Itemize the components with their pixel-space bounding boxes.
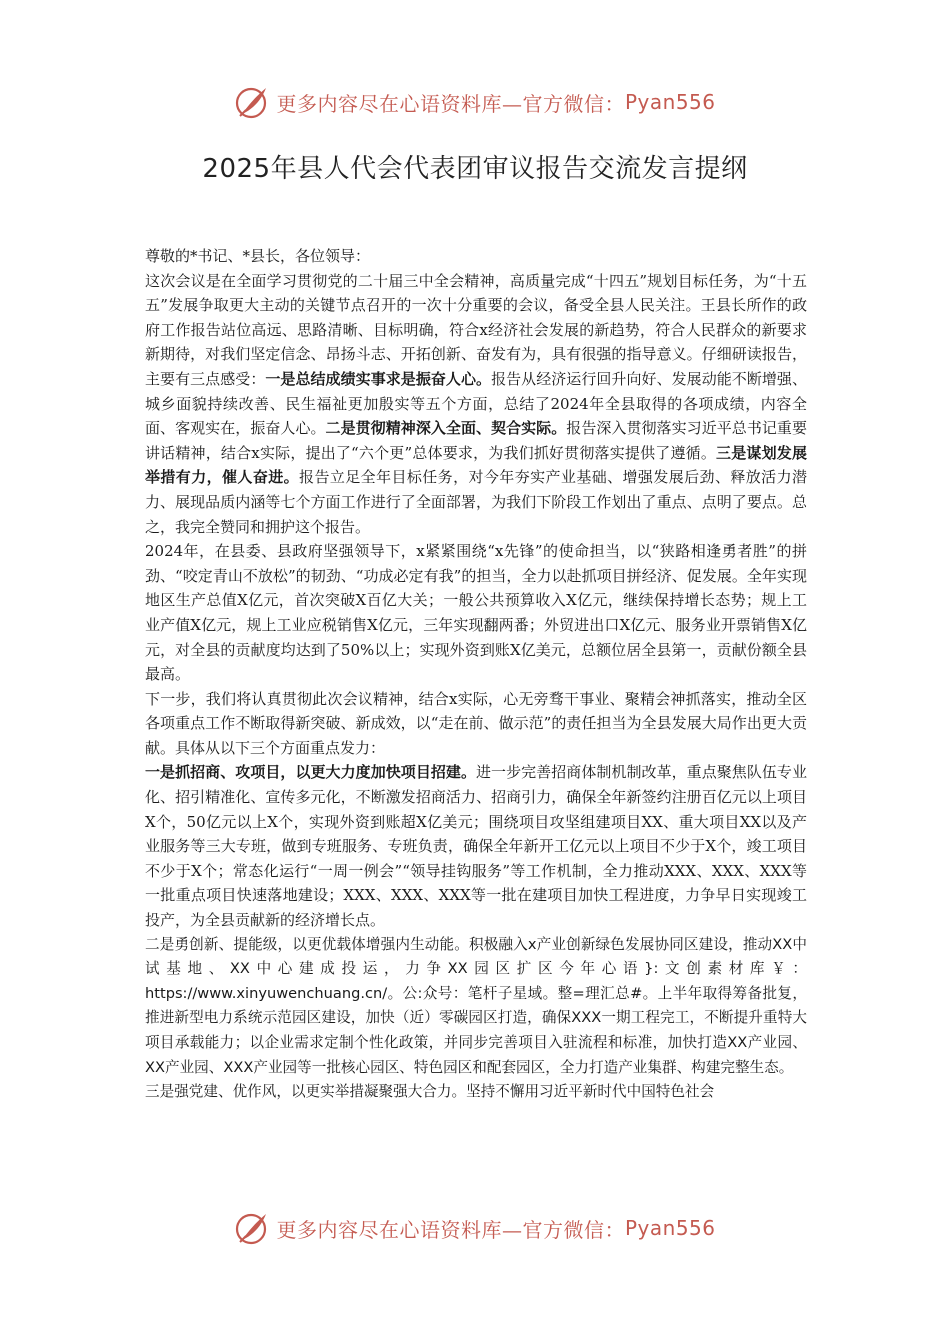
greeting: 尊敬的*书记、*县长，各位领导：: [145, 247, 371, 265]
task-one-heading: 一是抓招商、攻项目，以更大力度加快项目招建。: [145, 763, 477, 782]
paragraph-feelings: 这次会议是在全面学习贯彻党的二十届三中全会精神，高质量完成“十四五”规划目标任务，为“十五五”发展争取更大主动的关键节点召开的一次十分重要的会议，备受全县人民关注。王县长所作的政府工作报告站位高远、思路清晰、目标明确，符合x经济社会发展的新趋势，符合人民群众的新要求新期待，对我们坚定信念、昂扬斗志、开拓创新、奋发有为，具有很强的指导意义。仔细研读报告，主要有三点感受：一是总结成绩实事求是振奋人心。报告从经济运行回升向好、发展动能不断增强、城乡面貌持续改善、民生福祉更加殷实等五个方面，总结了2024年全县取得的各项成绩，内容全面、客观实在，振奋人心。二是贯彻精神深入全面、契合实际。报告深入贯彻落实习近平总书记重要讲话精神，结合x实际，提出了“六个更”总体要求，为我们抓好贯彻落实提供了遵循。三是谋划发展举措有力，催人奋进。报告立足全年目标任务，对今年夯实产业基础、增强发展后劲、释放活力潜力、展现品质内涵等七个方面工作进行了全面部署，为我们下阶段工作划出了重点、点明了要点。总之，我完全赞同和拥护这个报告。: [145, 271, 807, 536]
banner-wechat-id: Pyan556: [624, 1216, 716, 1240]
quill-pen-logo-icon: [234, 84, 270, 120]
point-two-heading: 二是贯彻精神深入全面、契合实际。: [325, 419, 567, 438]
document-body: [145, 244, 807, 1105]
banner-text: 更多内容尽在心语资料库—官方微信：: [276, 1217, 625, 1242]
footer-watermark-banner: [225, 1208, 725, 1248]
paragraph-2024-results: 2024年，在县委、县政府坚强领导下，x紧紧围绕“x先锋”的使命担当，以“狭路相逢勇者胜”的拼劲、“咬定青山不放松”的韧劲、“功成必定有我”的担当，全力以赴抓项目拼经济、促发展。全年实现地区生产总值X亿元，首次突破X百亿大关；一般公共预算收入X亿元，继续保持增长态势；规上工业产值X亿元，规上工业应税销售X亿元，三年实现翻两番；外贸进出口X亿元、服务业开票销售X亿元，对全县的贡献度均达到了50%以上；实现外资到账X亿美元，总额位居全县第一，贡献份额全县最高。: [145, 542, 807, 684]
banner-text: 更多内容尽在心语资料库—官方微信：: [276, 91, 625, 116]
quill-pen-logo-icon: [234, 1210, 270, 1246]
document-title: 2025年县人代会代表团审议报告交流发言提纲: [202, 154, 748, 184]
paragraph-investment: 一是抓招商、攻项目，以更大力度加快项目招建。进一步完善招商体制机制改革，重点聚焦队伍专业化、招引精准化、宣传多元化，不断激发招商活力、招商引力，确保全年新签约注册百亿元以上项目X个，50亿元以上X个，实现外资到账超X亿美元；围绕项目攻坚组建项目XX、重大项目XX以及产业服务等三大专班，做到专班服务、专班负责，确保全年新开工亿元以上项目不少于X个，竣工项目不少于X个；常态化运行“一周一例会”“领导挂钩服务”等工作机制，全力推动XXX、XXX、XXX等一批重点项目快速落地建设；XXX、XXX、XXX等一批在建项目加快工程进度，力争早日实现竣工投产，为全县贡献新的经济增长点。: [145, 763, 807, 930]
banner-wechat-id: Pyan556: [624, 90, 716, 114]
point-three-heading: 三是谋划发展举措有力，催人奋进。: [145, 443, 807, 487]
header-watermark-banner: [225, 82, 725, 122]
paragraph-party-building: 三是强党建、优作风，以更实举措凝聚强大合力。坚持不懈用习近平新时代中国特色社会: [145, 1083, 715, 1101]
paragraph-innovation: 二是勇创新、提能级，以更优载体增强内生动能。积极融入x产业创新绿色发展协同区建设，推动XX中试基地、XX中心建成投运，力争XX园区扩区今年心语}:文创素材库￥：https://www.xinyuwenchuang.cn/。公:众号：笔杆子星域。整=理汇总#。上半年取得筹备批复，推进新型电力系统示范园区建设，加快（近）零碳园区打造，确保XXX一期工程完工，不断提升重特大项目承载能力；以企业需求定制个性化政策，并同步完善项目入驻流程和标准，加快打造XX产业园、XX产业园、XXX产业园等一批核心园区、特色园区和配套园区，全力打造产业集群、构建完整生态。: [145, 935, 807, 1076]
paragraph-next-steps: 下一步，我们将认真贯彻此次会议精神，结合x实际，心无旁骛干事业、聚精会神抓落实，推动全区各项重点工作不断取得新突破、新成效，以“走在前、做示范”的责任担当为全县发展大局作出更大贡献。具体从以下三个方面重点发力：: [145, 689, 807, 757]
point-one-heading: 一是总结成绩实事求是振奋人心。: [265, 369, 492, 388]
